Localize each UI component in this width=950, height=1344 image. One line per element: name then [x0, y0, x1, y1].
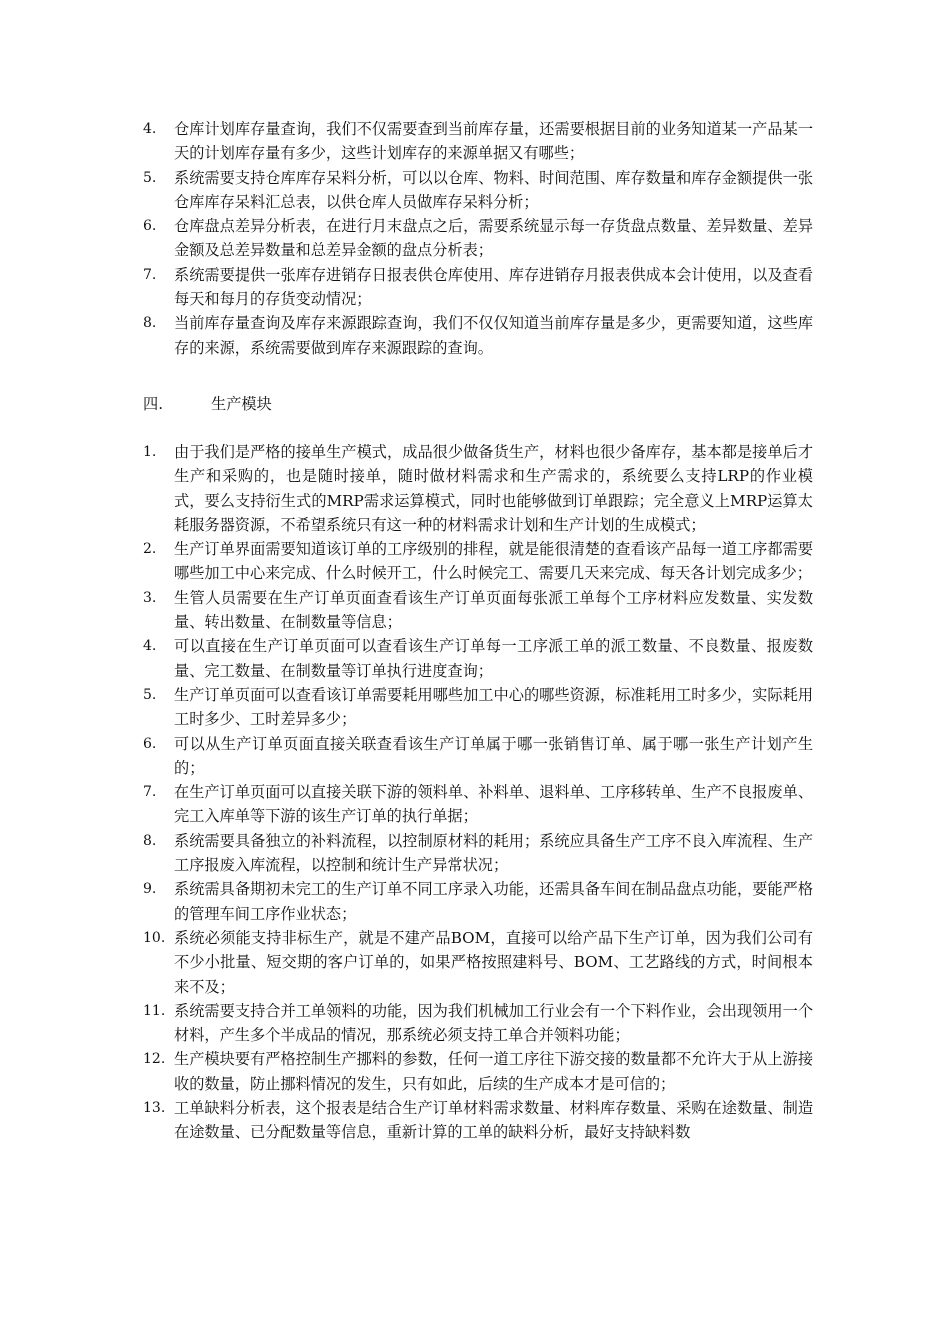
list-item — [143, 214, 813, 263]
list-item-number: 9. — [143, 881, 157, 898]
list-item-text: 系统需要支持仓库库存呆料分析，可以以仓库、物料、时间范围、库存数量和库存金额提供一张仓库库存呆料汇总表，以供仓库人员做库存呆料分析； — [174, 168, 813, 211]
list-item — [143, 263, 813, 312]
list-item — [143, 1047, 813, 1096]
list-item — [143, 440, 813, 537]
list-item-text: 生产订单页面可以查看该订单需要耗用哪些加工中心的哪些资源，标准耗用工时多少，实际耗用工时多少、工时差异多少； — [174, 685, 813, 729]
list-item-text: 生管人员需要在生产订单页面查看该生产订单页面每张派工单每个工序材料应发数量、实发数量、转出数量、在制数量等信息； — [174, 588, 813, 632]
list-item-number: 1. — [143, 444, 157, 460]
list-item — [143, 926, 813, 999]
list-item — [143, 311, 813, 360]
list-item-text: 可以直接在生产订单页面可以查看该生产订单每一工序派工单的派工数量、不良数量、报废数量、完工数量、在制数量等订单执行进度查询； — [174, 637, 813, 680]
list-item-number: 3. — [143, 589, 157, 606]
list-item-number: 6. — [143, 735, 157, 752]
list-item — [143, 829, 813, 878]
list-item — [143, 999, 813, 1048]
list-item-number: 13. — [143, 1100, 166, 1117]
list-item-number: 10. — [143, 929, 166, 946]
production-requirements-list — [143, 440, 813, 1145]
list-item-number: 7. — [143, 784, 157, 801]
list-item-number: 2. — [143, 541, 157, 558]
list-item-text: 系统需具备期初未完工的生产订单不同工序录入功能，还需具备车间在制品盘点功能，要能严格的管理车间工序作业状态； — [174, 880, 813, 923]
list-item-text: 在生产订单页面可以直接关联下游的领料单、补料单、退料单、工序移转单、生产不良报废单、完工入库单等下游的该生产订单的执行单据； — [174, 783, 813, 826]
list-item-number: 7. — [143, 266, 157, 283]
list-item-text: 工单缺料分析表，这个报表是结合生产订单材料需求数量、材料库存数量、采购在途数量、制造在途数量、已分配数量等信息，重新计算的工单的缺料分析，最好支持缺料数 — [174, 1099, 813, 1142]
warehouse-requirements-list — [143, 117, 813, 360]
section-number: 四. — [143, 395, 164, 413]
list-item-text: 生产订单界面需要知道该订单的工序级别的排程，就是能很清楚的查看该产品每一道工序都需要哪些加工中心来完成、什么时候开工，什么时候完工、需要几天来完成、每天各计划完成多少； — [174, 540, 813, 583]
list-item — [143, 166, 813, 215]
list-item — [143, 877, 813, 926]
list-item-number: 11. — [143, 1002, 166, 1019]
list-item-number: 8. — [143, 315, 157, 332]
list-item — [143, 732, 813, 781]
list-item-text: 可以从生产订单页面直接关联查看该生产订单属于哪一张销售订单、属于哪一张生产计划产生的； — [174, 734, 813, 777]
list-item-text: 生产模块要有严格控制生产挪料的参数，任何一道工序往下游交接的数量都不允许大于从上游接收的数量，防止挪料情况的发生，只有如此，后续的生产成本才是可信的； — [174, 1050, 813, 1093]
list-item-text: 仓库计划库存量查询，我们不仅需要查到当前库存量，还需要根据目前的业务知道某一产品某一天的计划库存量有多少，这些计划库存的来源单据又有哪些； — [174, 120, 813, 163]
list-item-number: 4. — [143, 638, 157, 655]
list-item-number: 5. — [143, 686, 157, 703]
list-item — [143, 780, 813, 829]
list-item — [143, 683, 813, 732]
list-item-text: 系统需要支持合并工单领料的功能，因为我们机械加工行业会有一个下料作业，会出现领用一个材料，产生多个半成品的情况，那系统必须支持工单合并领料功能； — [174, 1001, 813, 1045]
list-item-number: 5. — [143, 169, 157, 186]
list-item — [143, 634, 813, 683]
list-item-text: 系统需要具备独立的补料流程，以控制原材料的耗用；系统应具备生产工序不良入库流程、生产工序报废入库流程，以控制和统计生产异常状况； — [174, 831, 813, 875]
list-item — [143, 1096, 813, 1145]
list-item-text: 仓库盘点差异分析表，在进行月末盘点之后，需要系统显示每一存货盘点数量、差异数量、差异金额及总差异数量和总差异金额的盘点分析表； — [174, 217, 813, 260]
list-item-number: 6. — [143, 218, 157, 235]
section-title: 生产模块 — [211, 395, 272, 413]
list-item-text: 由于我们是严格的接单生产模式，成品很少做备货生产，材料也很少备库存，基本都是接单后才生产和采购的，也是随时接单，随时做材料需求和生产需求的，系统要么支持LRP的作业模式，要么支持衍生式的MRP需求运算模式，同时也能够做到订单跟踪；完全意义上MRP运算太耗服务器资源，不希望系统只有这一种的材料需求计划和生产计划的生成模式； — [174, 443, 813, 534]
list-item-number: 12. — [143, 1051, 166, 1068]
list-item — [143, 586, 813, 635]
list-item — [143, 117, 813, 166]
list-item-text: 系统必须能支持非标生产，就是不建产品BOM，直接可以给产品下生产订单，因为我们公司有不少小批量、短交期的客户订单的，如果严格按照建料号、BOM、工艺路线的方式，时间根本来不及； — [174, 928, 813, 996]
section-heading — [143, 392, 272, 416]
list-item-number: 8. — [143, 832, 157, 849]
list-item — [143, 537, 813, 586]
list-item-text: 系统需要提供一张库存进销存日报表供仓库使用、库存进销存月报表供成本会计使用，以及查看每天和每月的存货变动情况； — [174, 265, 813, 309]
list-item-text: 当前库存量查询及库存来源跟踪查询，我们不仅仅知道当前库存量是多少，更需要知道，这些库存的来源，系统需要做到库存来源跟踪的查询。 — [174, 314, 813, 357]
list-item-number: 4. — [143, 121, 157, 137]
